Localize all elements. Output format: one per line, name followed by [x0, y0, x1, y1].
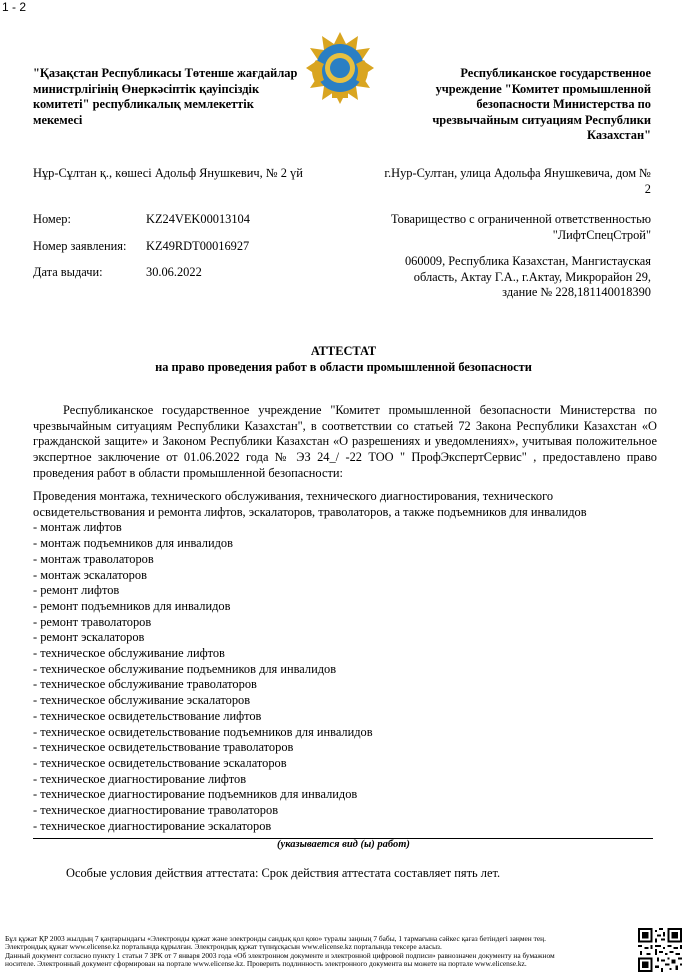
- work-item: - техническое обслуживание эскалаторов: [33, 693, 251, 708]
- recipient-name: Товарищество с ограниченной ответственностью "ЛифтСпецСтрой": [391, 212, 651, 242]
- issue-date-label: Дата выдачи:: [33, 265, 103, 279]
- issuer-address-russian: г.Нур-Султан, улица Адольфа Янушкевича, дом № 2: [384, 166, 651, 196]
- issue-date-value: 30.06.2022: [146, 265, 202, 279]
- works-caption: (указывается вид (ы) работ): [277, 839, 410, 850]
- number-label: Номер:: [33, 212, 71, 226]
- application-number-value: KZ49RDT00016927: [146, 239, 250, 253]
- works-intro: Проведения монтажа, технического обслуживания, технического диагностирования, технического освидетельствования и ремонта лифтов, эскалаторов, траволаторов, а также подъемников для инвалидов: [33, 489, 587, 519]
- work-item: - ремонт подъемников для инвалидов: [33, 598, 231, 613]
- application-number-label: Номер заявления:: [33, 239, 127, 253]
- document-body: [33, 403, 657, 482]
- works-items: [33, 520, 663, 834]
- work-item: - техническое диагностирование подъемников для инвалидов: [33, 787, 358, 802]
- work-item: - техническое диагностирование лифтов: [33, 771, 247, 786]
- recipient-address: 060009, Республика Казахстан, Мангистауская область, Актау Г.А., г.Актау, Микрорайон 29, здание № 228,181140018390: [404, 254, 651, 299]
- special-conditions: Особые условия действия аттестата: Срок действия аттестата составляет пять лет.: [66, 866, 501, 880]
- document-title: АТТЕСТАТ: [310, 344, 377, 358]
- number-value: KZ24VEK00013104: [146, 212, 250, 226]
- footer-line: носителе. Электронный документ сформирован на портале www.elicense.kz. Проверить подлинность электронного документа вы можете на портале www.elicense.kz.: [5, 958, 527, 968]
- work-item: - ремонт траволаторов: [33, 614, 152, 629]
- issuer-address-kazakh: Нұр-Сұлтан қ., көшесі Адольф Янушкевич, № 2 үй: [33, 166, 303, 180]
- work-item: - техническое освидетельствование траволаторов: [33, 740, 294, 755]
- page-number: 1 - 2: [2, 0, 27, 14]
- work-item: - техническое освидетельствование эскалаторов: [33, 755, 287, 770]
- work-item: - техническое обслуживание подъемников для инвалидов: [33, 661, 337, 676]
- footer-line: Электрондық құжат www.elicense.kz порталында құрылған. Электрондық құжат түпнұсқасын www.elicense.kz порталында тексере аласыз.: [5, 942, 442, 952]
- work-item: - техническое освидетельствование подъемников для инвалидов: [33, 724, 373, 739]
- work-item: - монтаж подъемников для инвалидов: [33, 536, 233, 551]
- footer-legal-notice: [5, 935, 637, 968]
- works-list: [33, 489, 663, 834]
- work-item: - монтаж эскалаторов: [33, 567, 147, 582]
- work-item: - ремонт лифтов: [33, 583, 120, 598]
- work-item: - техническое обслуживание траволаторов: [33, 677, 257, 692]
- footer-line: Бұл құжат ҚР 2003 жылдың 7 қаңтарындағы «Электронды құжат және электронды сандық қол қою» туралы заңның 7 бабы, 1 тармағына сәйкес қағаз бетіндегі заңмен тең.: [5, 934, 546, 943]
- qr-code-icon: [638, 928, 682, 972]
- work-item: - техническое освидетельствование лифтов: [33, 708, 262, 723]
- work-item: - монтаж траволаторов: [33, 551, 154, 566]
- work-item: - техническое диагностирование эскалаторов: [33, 818, 272, 833]
- issuer-name-russian: Республиканское государственное учреждение "Комитет промышленной безопасности Министерства по чрезвычайным ситуациям Республики Казахстан": [432, 66, 651, 142]
- footer-line: Данный документ согласно пункту 1 статьи 7 ЗРК от 7 января 2003 года «Об электронном документе и электронной цифровой подписи» равнозначен документу на бумажном: [5, 950, 555, 960]
- issuer-name-kazakh: "Қазақстан Республикасы Төтенше жағдайлар министрлігінің Өнеркәсіптік қауіпсіздік комитеті" республикалық мемлекеттік мекемесі: [33, 66, 298, 127]
- work-item: - монтаж лифтов: [33, 520, 122, 535]
- work-item: - ремонт эскалаторов: [33, 630, 145, 645]
- work-item: - техническое диагностирование траволаторов: [33, 803, 279, 818]
- state-emblem-icon: [302, 30, 378, 106]
- body-text: Республиканское государственное учреждение "Комитет промышленной безопасности Министерства по чрезвычайным ситуациям Республики Казахстан", в соответствии со статьей 72 Закона Республики Казахстан «О гражданской защите» и Законом Республики Казахстан «О разрешениях и уведомлениях», учитывая положительное экспертное заключение от 01.06.2022 года № ЭЗ 24_/ -22 ТОО " ПрофЭкспертСервис" , предоставлено право проведения работ в области промышленной безопасности:: [33, 403, 657, 480]
- document-subtitle: на право проведения работ в области промышленной безопасности: [155, 360, 532, 374]
- work-item: - техническое обслуживание лифтов: [33, 646, 225, 661]
